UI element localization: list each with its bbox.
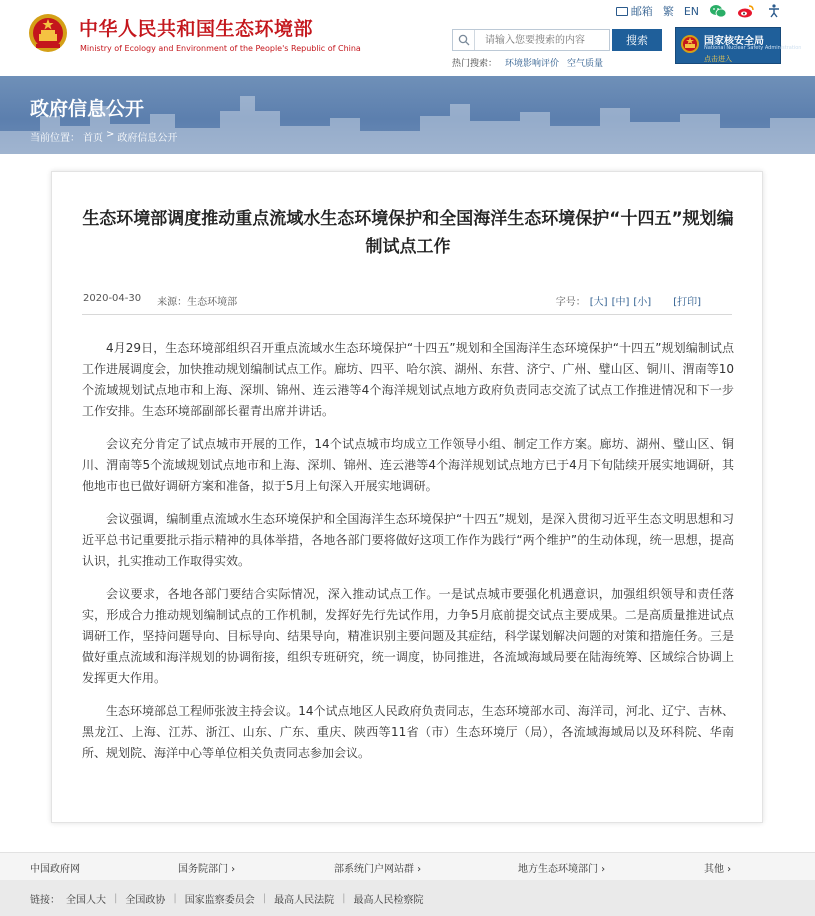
english-link[interactable]: EN (683, 4, 699, 18)
hot-searches (452, 56, 603, 69)
article-body (82, 338, 734, 776)
font-size-label: 字号： (555, 297, 586, 308)
article-paragraph: 4月29日，生态环境部组织召开重点流域水生态环境保护“十四五”规划和全国海洋生态环境保护“十四五”规划编制试点工作进展调度会，加快推动规划编制试点工作。廊坊、四平、哈尔滨、湖州、东营、济宁、广州、璧山区、铜川、渭南等10个流域规划试点地市和上海、深圳、锦州、连云港等4个海洋规划试点地方政府负责同志交流了试点工作推进情况和下一步工作安排。生态环境部副部长翟青出席并讲话。 (82, 341, 734, 418)
article-paragraph: 会议要求，各地各部门要结合实际情况，深入推动试点工作。一是试点城市要强化机遇意识，加强组织领导和责任落实，形成合力推动规划编制试点的工作机制，发挥好先行先试作用，力争5月底前提交试点主要成果。二是高质量推进试点调研工作，坚持问题导向、目标导向、结果导向，精准识别主要问题及其症结，科学谋划解决问题的对策和措施任务。三是做好重点流域和海洋规划的协调衔接，组织专班研究，统一调度，协同推进，各流域海域局要在陆海统筹、区域综合协调上发挥更大作用。 (82, 587, 734, 685)
footer-links-label: 链接： (30, 894, 60, 906)
footer-link-separator: | (262, 892, 267, 904)
breadcrumb-home[interactable]: 首页 (83, 133, 103, 144)
nsa-banner-link[interactable] (675, 27, 802, 64)
mail-label: 邮箱 (630, 5, 653, 18)
nsa-subtitle: National Nuclear Safety Administration (704, 45, 802, 51)
article-paragraph: 生态环境部总工程师张波主持会议。14个试点地区人民政府负责同志，生态环境部水司、海洋司，河北、辽宁、吉林、黑龙江、上海、江苏、浙江、山东、广东、重庆、陕西等11省（市）生态环境厅（局），各流域海域局以及环科院、华南所、规划院、海洋中心等单位相关负责同志参加会议。 (82, 704, 734, 760)
breadcrumb-current[interactable]: 政府信息公开 (117, 133, 178, 144)
footer-link[interactable]: 全国政协 (125, 894, 166, 906)
mail-link[interactable] (616, 3, 653, 19)
article-date: 2020-04-30 (83, 293, 142, 304)
nsa-enter-label: 点击进入 (704, 55, 732, 63)
breadcrumb (30, 129, 177, 144)
site-logo-subtitle[interactable]: Ministry of Ecology and Environment of the People's Republic of China (80, 44, 361, 53)
wechat-icon[interactable] (709, 4, 727, 18)
section-banner (0, 76, 815, 154)
font-medium-button[interactable]: [中] (611, 297, 630, 308)
font-small-button[interactable]: [小] (633, 297, 652, 308)
search-icon[interactable] (453, 30, 475, 50)
weibo-icon[interactable] (737, 4, 755, 18)
site-logo-title[interactable]: 中华人民共和国生态环境部 (79, 18, 314, 40)
article-paragraph: 会议强调，编制重点流域水生态环境保护和全国海洋生态环境保护“十四五”规划，是深入贯彻习近平生态文明思想和习近平总书记重要批示指示精神的具体举措，各地各部门要将做好这项工作作为践行“两个维护”的生动体现，统一思想，提高认识，扎实推动工作取得实效。 (82, 512, 734, 568)
hot-search-item[interactable]: 环境影响评价 (505, 59, 560, 69)
search-input[interactable] (475, 30, 605, 50)
article-source: 来源：生态环境部 (157, 297, 238, 308)
footer-state-council-dropdown[interactable]: 国务院部门 › (178, 864, 236, 875)
footer-link[interactable]: 国家监察委员会 (184, 894, 255, 906)
footer-links (0, 880, 815, 916)
section-title: 政府信息公开 (30, 98, 145, 120)
article-tools (556, 293, 701, 308)
nsa-emblem-icon (680, 33, 700, 57)
article-divider (82, 314, 732, 315)
mail-icon (616, 7, 628, 16)
breadcrumb-label: 当前位置： (30, 133, 80, 144)
footer-link[interactable]: 最高人民法院 (274, 894, 335, 906)
footer-nav (0, 852, 815, 880)
site-header (0, 0, 815, 76)
font-large-button[interactable]: [大] (589, 297, 608, 308)
traditional-chinese-link[interactable]: 繁 (662, 5, 674, 18)
nsa-title: 国家核安全局 (704, 36, 764, 47)
article-paragraph: 会议充分肯定了试点城市开展的工作，14个试点城市均成立工作领导小组、制定工作方案。廊坊、湖州、璧山区、铜川、渭南等5个流域规划试点地市和上海、深圳、锦州、连云港等4个海洋规划试点地方已于4月下旬陆续开展实地调研，其他地市也已做好调研方案和准备，拟于5月上旬深入开展实地调研。 (82, 437, 734, 493)
breadcrumb-separator: > (106, 129, 115, 140)
accessibility-icon[interactable] (765, 4, 783, 18)
footer-link[interactable]: 最高人民检察院 (353, 894, 424, 906)
footer-ministry-sites-dropdown[interactable]: 部系统门户网站群 › (334, 864, 422, 875)
article-title: 生态环境部调度推动重点流域水生态环境保护和全国海洋生态环境保护“十四五”规划编制试点工作 (82, 209, 734, 257)
print-button[interactable]: [打印] (673, 297, 701, 308)
footer-link-separator: | (173, 892, 177, 904)
national-emblem-icon[interactable] (28, 12, 68, 54)
hot-search-label: 热门搜索： (452, 59, 498, 69)
footer-link-separator: | (114, 892, 118, 904)
search-box (452, 29, 610, 51)
footer-local-depts-dropdown[interactable]: 地方生态环境部门 › (518, 864, 606, 875)
hot-search-item[interactable]: 空气质量 (567, 59, 604, 69)
article-meta (83, 293, 237, 308)
footer-link[interactable]: 全国人大 (66, 894, 106, 906)
footer-gov-link[interactable]: 中国政府网 (30, 864, 80, 875)
footer-other-dropdown[interactable]: 其他 › (704, 864, 732, 875)
search-button[interactable]: 搜索 (612, 29, 662, 51)
top-links (616, 3, 783, 19)
footer-link-separator: | (342, 892, 346, 904)
